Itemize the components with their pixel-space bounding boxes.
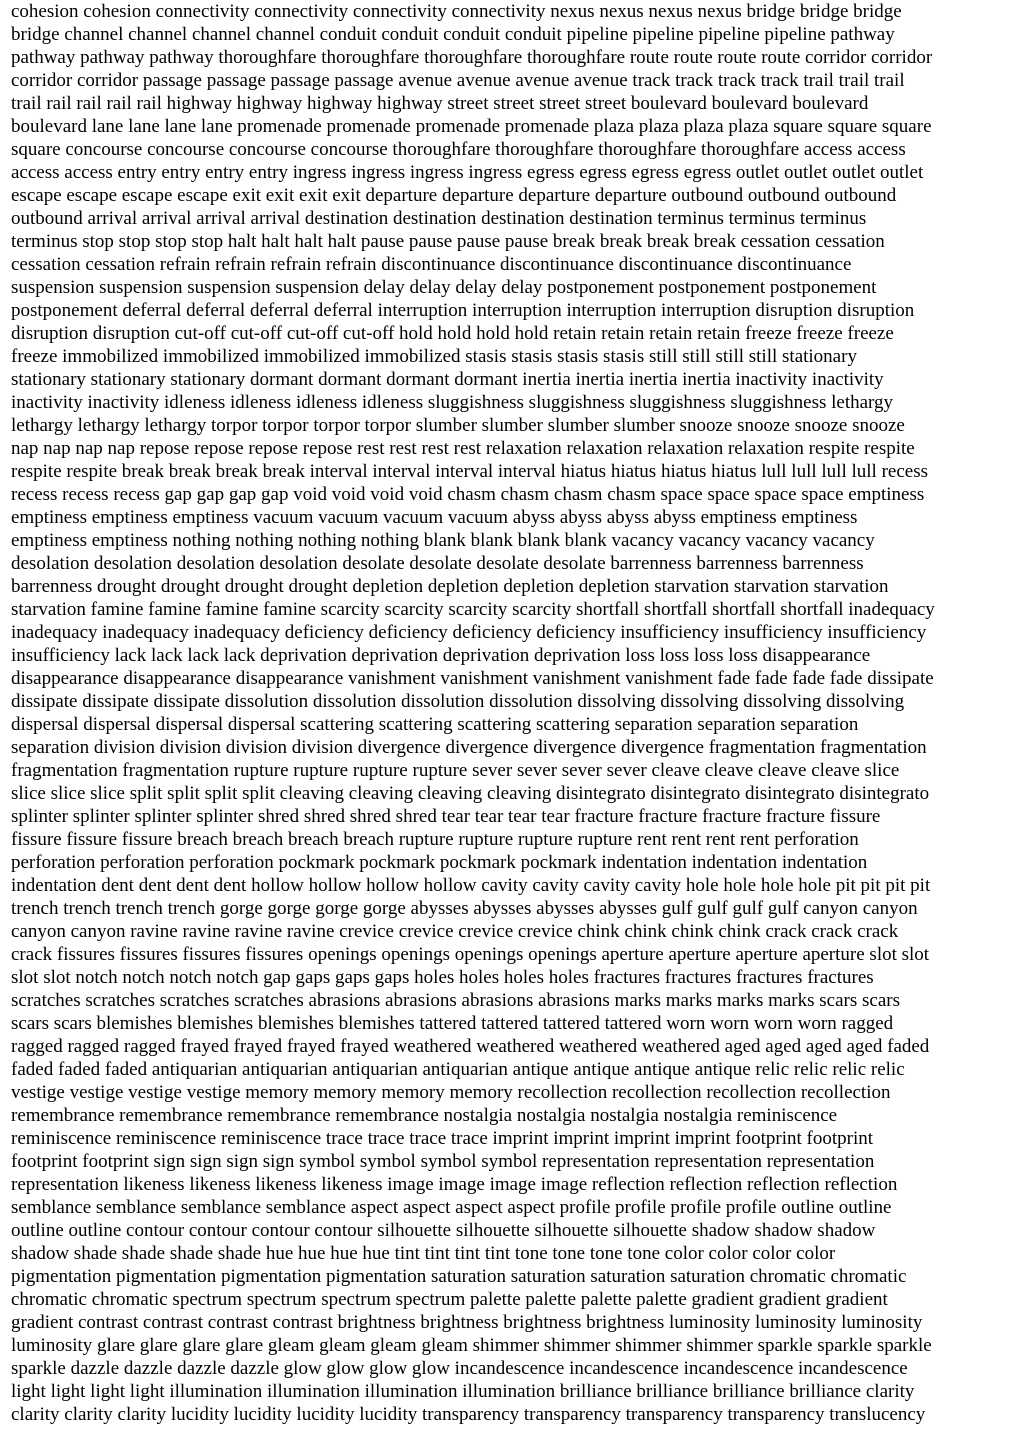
text-line: corridor corridor passage passage passage passage avenue avenue avenue avenue track track track track trail trail trail [11, 70, 905, 91]
text-line: stationary stationary stationary dormant dormant dormant dormant inertia inertia inertia inertia inactivity inactivity [11, 369, 884, 390]
text-line: canyon canyon ravine ravine ravine ravine crevice crevice crevice crevice chink chink chink chink crack crack crack [11, 921, 899, 942]
text-line: recess recess recess gap gap gap gap void void void void chasm chasm chasm chasm space space space space emptiness [11, 484, 925, 505]
text-line: cohesion cohesion connectivity connectivity connectivity connectivity nexus nexus nexus nexus bridge bridge bridge [11, 1, 902, 22]
text-line: emptiness emptiness emptiness vacuum vacuum vacuum vacuum abyss abyss abyss abyss emptiness emptiness [11, 507, 858, 528]
text-line: desolation desolation desolation desolation desolate desolate desolate desolate barrenness barrenness barrenness [11, 553, 864, 574]
text-line: slot slot notch notch notch notch gap gaps gaps gaps holes holes holes holes fractures fractures fractures fractures [11, 967, 874, 988]
text-line: fissure fissure fissure breach breach breach breach rupture rupture rupture rupture rent rent rent rent perforation [11, 829, 859, 850]
text-line: reminiscence reminiscence reminiscence trace trace trace trace imprint imprint imprint imprint footprint footprint [11, 1128, 874, 1149]
text-line: sparkle dazzle dazzle dazzle dazzle glow glow glow glow incandescence incandescence incandescence incandescence [11, 1358, 908, 1379]
text-line: cessation cessation refrain refrain refrain refrain discontinuance discontinuance discontinuance discontinuance [11, 254, 852, 275]
text-line: square concourse concourse concourse concourse thoroughfare thoroughfare thoroughfare thoroughfare access access [11, 139, 906, 160]
text-line: gradient contrast contrast contrast contrast brightness brightness brightness brightness luminosity luminosity luminosity [11, 1312, 923, 1333]
text-line: trail rail rail rail rail highway highway highway highway street street street street boulevard boulevard boulevard [11, 93, 869, 114]
text-line: trench trench trench trench gorge gorge gorge gorge abysses abysses abysses abysses gulf gulf gulf gulf canyon canyon [11, 898, 918, 919]
text-line: clarity clarity clarity lucidity lucidity lucidity lucidity transparency transparency transparency transparency translucency [11, 1404, 926, 1425]
text-line: separation division division division division divergence divergence divergence divergence fragmentation fragmentation [11, 737, 927, 758]
text-line: dissipate dissipate dissipate dissolution dissolution dissolution dissolution dissolving dissolving dissolving dissolving [11, 691, 905, 712]
text-line: barrenness drought drought drought drought depletion depletion depletion depletion starvation starvation starvation [11, 576, 889, 597]
text-line: ragged ragged ragged frayed frayed frayed frayed weathered weathered weathered weathered aged aged aged aged faded [11, 1036, 930, 1057]
text-line: bridge channel channel channel channel conduit conduit conduit conduit pipeline pipeline pipeline pipeline pathway [11, 24, 895, 45]
text-line: inactivity inactivity idleness idleness idleness idleness sluggishness sluggishness sluggishness sluggishness lethargy [11, 392, 894, 413]
text-line: disappearance disappearance disappearance vanishment vanishment vanishment vanishment fade fade fade fade dissipate [11, 668, 934, 689]
text-line: suspension suspension suspension suspension delay delay delay delay postponement postponement postponement [11, 277, 877, 298]
text-line: semblance semblance semblance semblance aspect aspect aspect aspect profile profile profile profile outline outline [11, 1197, 892, 1218]
text-line: luminosity glare glare glare glare gleam gleam gleam gleam shimmer shimmer shimmer shimmer sparkle sparkle sparkle [11, 1335, 932, 1356]
text-line: starvation famine famine famine famine scarcity scarcity scarcity scarcity shortfall shortfall shortfall shortfall inadequacy [11, 599, 935, 620]
text-line: pigmentation pigmentation pigmentation pigmentation saturation saturation saturation saturation chromatic chromatic [11, 1266, 907, 1287]
text-line: perforation perforation perforation pockmark pockmark pockmark pockmark indentation indentation indentation [11, 852, 868, 873]
text-line: escape escape escape escape exit exit exit exit departure departure departure departure outbound outbound outbound [11, 185, 897, 206]
text-line: light light light light illumination illumination illumination illumination brilliance brilliance brilliance brilliance clarity [11, 1381, 915, 1402]
text-line: insufficiency lack lack lack lack deprivation deprivation deprivation deprivation loss loss loss loss disappearance [11, 645, 871, 666]
text-line [11, 1423, 1019, 1446]
text-line: vestige vestige vestige vestige memory memory memory memory recollection recollection recollection recollection [11, 1082, 891, 1103]
text-line: faded faded faded antiquarian antiquarian antiquarian antiquarian antique antique antique antique relic relic relic relic [11, 1059, 905, 1080]
text-line: access access entry entry entry entry ingress ingress ingress ingress egress egress egress egress outlet outlet outlet outlet [11, 162, 924, 183]
text-line: emptiness emptiness nothing nothing nothing nothing blank blank blank blank vacancy vacancy vacancy vacancy [11, 530, 875, 551]
text-line: chromatic chromatic spectrum spectrum spectrum spectrum palette palette palette palette gradient gradient gradient [11, 1289, 888, 1310]
text-line: lethargy lethargy lethargy torpor torpor torpor torpor slumber slumber slumber slumber snooze snooze snooze snooze [11, 415, 905, 436]
text-line: freeze immobilized immobilized immobilized immobilized stasis stasis stasis stasis still still still still stationary [11, 346, 857, 367]
text-line: inadequacy inadequacy inadequacy deficiency deficiency deficiency deficiency insufficiency insufficiency insufficiency [11, 622, 927, 643]
text-line: footprint footprint sign sign sign sign symbol symbol symbol symbol representation representation representation [11, 1151, 875, 1172]
text-line: pathway pathway pathway thoroughfare thoroughfare thoroughfare thoroughfare route route route route corridor corridor [11, 47, 933, 68]
text-line: slice slice slice split split split split cleaving cleaving cleaving cleaving disintegrato disintegrato disintegrato disintegrato [11, 783, 930, 804]
text-line: boulevard lane lane lane lane promenade promenade promenade promenade plaza plaza plaza plaza square square square [11, 116, 932, 137]
text-line: disruption disruption cut-off cut-off cut-off cut-off hold hold hold hold retain retain retain retain freeze freeze freeze [11, 323, 894, 344]
text-line: shadow shade shade shade shade hue hue hue hue tint tint tint tint tone tone tone tone color color color color [11, 1243, 836, 1264]
text-line: outbound arrival arrival arrival arrival destination destination destination destination terminus terminus terminus [11, 208, 867, 229]
text-line: indentation dent dent dent dent hollow hollow hollow hollow cavity cavity cavity cavity hole hole hole hole pit pit pit pit [11, 875, 931, 896]
text-line: outline outline contour contour contour contour silhouette silhouette silhouette silhouette shadow shadow shadow [11, 1220, 876, 1241]
text-line: splinter splinter splinter splinter shred shred shred shred tear tear tear tear fracture fracture fracture fracture fissure [11, 806, 881, 827]
text-line: dispersal dispersal dispersal dispersal scattering scattering scattering scattering separation separation separation [11, 714, 859, 735]
text-line: representation likeness likeness likeness likeness image image image image reflection reflection reflection reflection [11, 1174, 898, 1195]
text-line: fragmentation fragmentation rupture rupture rupture rupture sever sever sever sever cleave cleave cleave cleave slice [11, 760, 900, 781]
text-line: scars scars blemishes blemishes blemishes blemishes tattered tattered tattered tattered worn worn worn worn ragged [11, 1013, 894, 1034]
text-line: remembrance remembrance remembrance remembrance nostalgia nostalgia nostalgia nostalgia reminiscence [11, 1105, 838, 1126]
text-line: respite respite break break break break interval interval interval interval hiatus hiatus hiatus hiatus lull lull lull lull recess [11, 461, 928, 482]
text-line: nap nap nap nap repose repose repose repose rest rest rest rest relaxation relaxation relaxation relaxation respite respite [11, 438, 915, 459]
text-line: scratches scratches scratches scratches abrasions abrasions abrasions abrasions marks marks marks marks scars scars [11, 990, 900, 1011]
text-line: crack fissures fissures fissures fissures openings openings openings openings aperture aperture aperture aperture slot slot [11, 944, 930, 965]
text-line: terminus stop stop stop stop halt halt halt halt pause pause pause pause break break break break cessation cessation [11, 231, 885, 252]
text-line: postponement deferral deferral deferral deferral interruption interruption interruption interruption disruption disruption [11, 300, 915, 321]
